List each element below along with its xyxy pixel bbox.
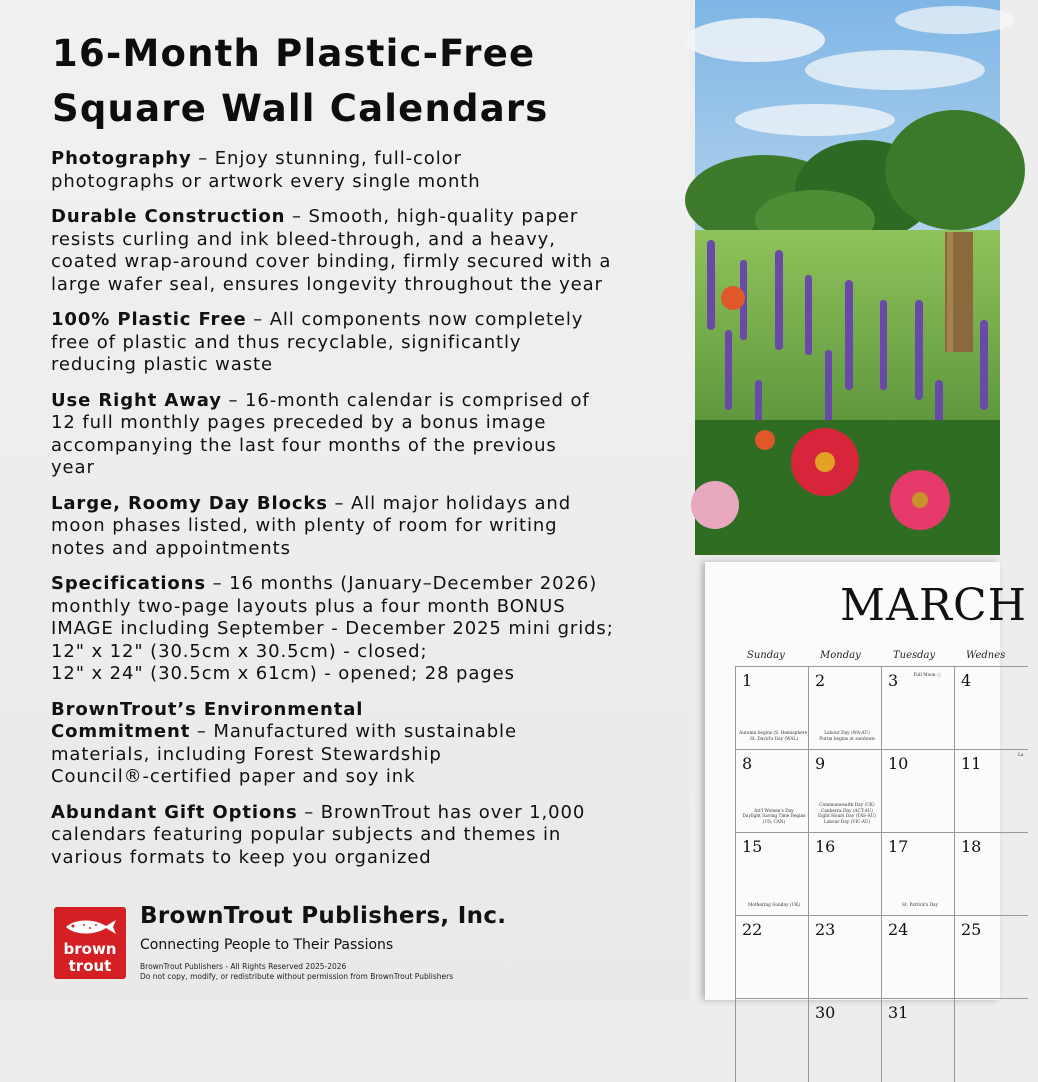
day-cell [954, 998, 1028, 1082]
holiday-note: St. Patrick's Day [901, 902, 938, 908]
feature-text: 12 full monthly pages preceded by a bonus image [51, 412, 547, 433]
trout-fish-icon [62, 915, 118, 939]
headline [52, 26, 549, 136]
feature-item [51, 309, 691, 377]
feature-item [51, 390, 691, 480]
feature-text: calendars featuring popular subjects and themes in [51, 824, 562, 845]
feature-text: – 16 months (January–December 2026) [205, 573, 598, 594]
feature-text: accompanying the last four months of the previous [51, 434, 557, 456]
day-cell [735, 998, 809, 1082]
feature-text: resists curling and ink bleed-through, and a heavy, [51, 228, 556, 250]
day-number: 24 [888, 920, 909, 939]
day-number: 18 [961, 837, 982, 856]
day-number: 10 [888, 754, 909, 773]
feature-item [51, 206, 691, 296]
day-cell [881, 915, 955, 999]
feature-text: materials, including Forest Stewardship [51, 743, 442, 765]
holiday-note: Canberra Day (ACT-AU) [821, 808, 873, 814]
cutoff-note: La [1018, 753, 1024, 758]
day-number: 3 [888, 671, 899, 690]
legal-notice [140, 962, 453, 982]
day-number: 8 [742, 754, 753, 773]
day-cell [808, 666, 882, 750]
headline-line-2: Square Wall Calendars [52, 87, 549, 130]
day-header: Wednes [966, 650, 1006, 661]
day-cell [808, 749, 882, 833]
feature-text: – 16-month calendar is comprised of [221, 389, 590, 411]
day-number: 25 [961, 920, 982, 939]
feature-item [51, 148, 691, 193]
holiday-note: Mothering Sunday (UK) [747, 902, 801, 908]
feature-title: Durable Construction [51, 206, 286, 227]
calendar-cover-photo [695, 0, 1000, 555]
holiday-note: Autumn begins (S. Hemisphere) [739, 731, 809, 736]
feature-title-line [51, 699, 691, 722]
holiday-note: Labour Day (VIC-AU) [823, 819, 871, 825]
day-number: 30 [815, 1003, 836, 1022]
day-cell [954, 915, 1028, 999]
feature-line [51, 802, 691, 825]
day-header: Monday [820, 650, 861, 661]
holiday-note: St. David's Day (WAL) [749, 736, 799, 742]
holiday-note: Purim begins at sundown [819, 736, 875, 742]
holiday-note: (US, CAN) [762, 819, 786, 825]
feature-line [51, 721, 691, 744]
feature-title: Specifications [51, 573, 206, 594]
day-cell [881, 749, 955, 833]
feature-text: Council®-certified paper and soy ink [51, 766, 416, 787]
feature-text: year [51, 457, 95, 478]
moon-phase-note: Full Moon ○ [913, 673, 941, 678]
day-cell [954, 832, 1028, 916]
day-header: Sunday [747, 650, 785, 661]
company-tagline: Connecting People to Their Passions [140, 937, 394, 953]
company-name: BrownTrout Publishers, Inc. [140, 903, 507, 929]
day-cell [808, 832, 882, 916]
feature-text: – BrownTrout has over 1,000 [297, 801, 586, 823]
feature-title: Use Right Away [51, 389, 222, 411]
feature-text: IMAGE including September - December 2025 mini grids; [51, 618, 614, 639]
day-number: 31 [888, 1003, 909, 1022]
feature-title: Commitment [51, 721, 191, 742]
feature-line [51, 573, 691, 596]
feature-text: coated wrap-around cover binding, firmly secured with a [51, 251, 612, 272]
feature-text: – Enjoy stunning, full-color [191, 148, 462, 169]
feature-text: moon phases listed, with plenty of room for writing [51, 515, 558, 536]
holiday-note: Daylight Saving Time Begins [742, 814, 806, 819]
logo-word-trout: trout [68, 957, 112, 975]
feature-line [51, 309, 691, 332]
legal-line-2: Do not copy, modify, or redistribute without permission from BrownTrout Publishers [140, 972, 454, 981]
day-cell [735, 832, 809, 916]
day-number: 11 [961, 754, 982, 773]
holiday-note: Commonwealth Day (UK) [819, 803, 875, 808]
feature-text: – All major holidays and [327, 492, 572, 514]
feature-text: 12" x 24" (30.5cm x 61cm) - opened; 28 pages [51, 663, 515, 684]
day-header: Tuesday [893, 650, 936, 661]
feature-title: Large, Roomy Day Blocks [51, 492, 328, 514]
feature-text: photographs or artwork every single month [51, 170, 481, 192]
feature-text: monthly two-page layouts plus a four month BONUS [51, 595, 566, 617]
logo-word-brown: brown [63, 940, 117, 958]
day-cell [881, 998, 955, 1082]
holiday-note: Labour Day (WA-AU) [824, 731, 870, 736]
day-number: 16 [815, 837, 836, 856]
day-cell [954, 666, 1028, 750]
day-cell [735, 749, 809, 833]
day-cell [808, 915, 882, 999]
feature-line [51, 206, 691, 229]
feature-line [51, 493, 691, 516]
feature-line [51, 390, 691, 413]
day-number: 17 [888, 837, 909, 856]
feature-item [51, 802, 691, 870]
feature-title: 100% Plastic Free [51, 309, 247, 330]
feature-item [51, 699, 691, 789]
day-number: 22 [742, 920, 763, 939]
feature-text: various formats to keep you organized [51, 846, 432, 868]
holiday-note: Eight Hours Day (TAS-AU) [817, 814, 876, 819]
month-title: MARCH [840, 580, 1027, 631]
day-number: 4 [961, 671, 972, 690]
holiday-note: Int'l Women's Day [754, 808, 794, 814]
feature-title: Photography [51, 148, 192, 169]
day-number: 2 [815, 671, 826, 690]
feature-text: – All components now completely [246, 309, 584, 330]
calendar-page-march [705, 562, 1027, 1022]
feature-text: 12" x 12" (30.5cm x 30.5cm) - closed; [51, 640, 428, 662]
feature-item [51, 493, 691, 561]
feature-text: notes and appointments [51, 537, 291, 559]
legal-line-1: BrownTrout Publishers - All Rights Reserved 2025-2026 [140, 962, 347, 971]
flower-meadow-image [695, 0, 1000, 555]
feature-text: large wafer seal, ensures longevity throughout the year [51, 273, 603, 295]
headline-line-1: 16-Month Plastic-Free [52, 32, 536, 75]
feature-line [51, 148, 691, 171]
day-cell [881, 666, 955, 750]
day-cell [735, 915, 809, 999]
feature-item [51, 573, 691, 686]
day-cell [735, 666, 809, 750]
day-number: 23 [815, 920, 836, 939]
day-cell [954, 749, 1028, 833]
feature-title: BrownTrout’s Environmental [51, 698, 364, 720]
browntrout-logo [54, 907, 126, 979]
feature-text: reducing plastic waste [51, 354, 273, 375]
feature-text: free of plastic and thus recyclable, significantly [51, 331, 522, 353]
day-number: 1 [742, 671, 753, 690]
day-number: 15 [742, 837, 763, 856]
feature-text: – Smooth, high-quality paper [285, 206, 579, 227]
day-cell [808, 998, 882, 1082]
feature-list [51, 148, 691, 882]
day-number: 9 [815, 754, 826, 773]
day-cell [881, 832, 955, 916]
feature-text: – Manufactured with sustainable [190, 721, 517, 742]
feature-title: Abundant Gift Options [51, 801, 298, 823]
